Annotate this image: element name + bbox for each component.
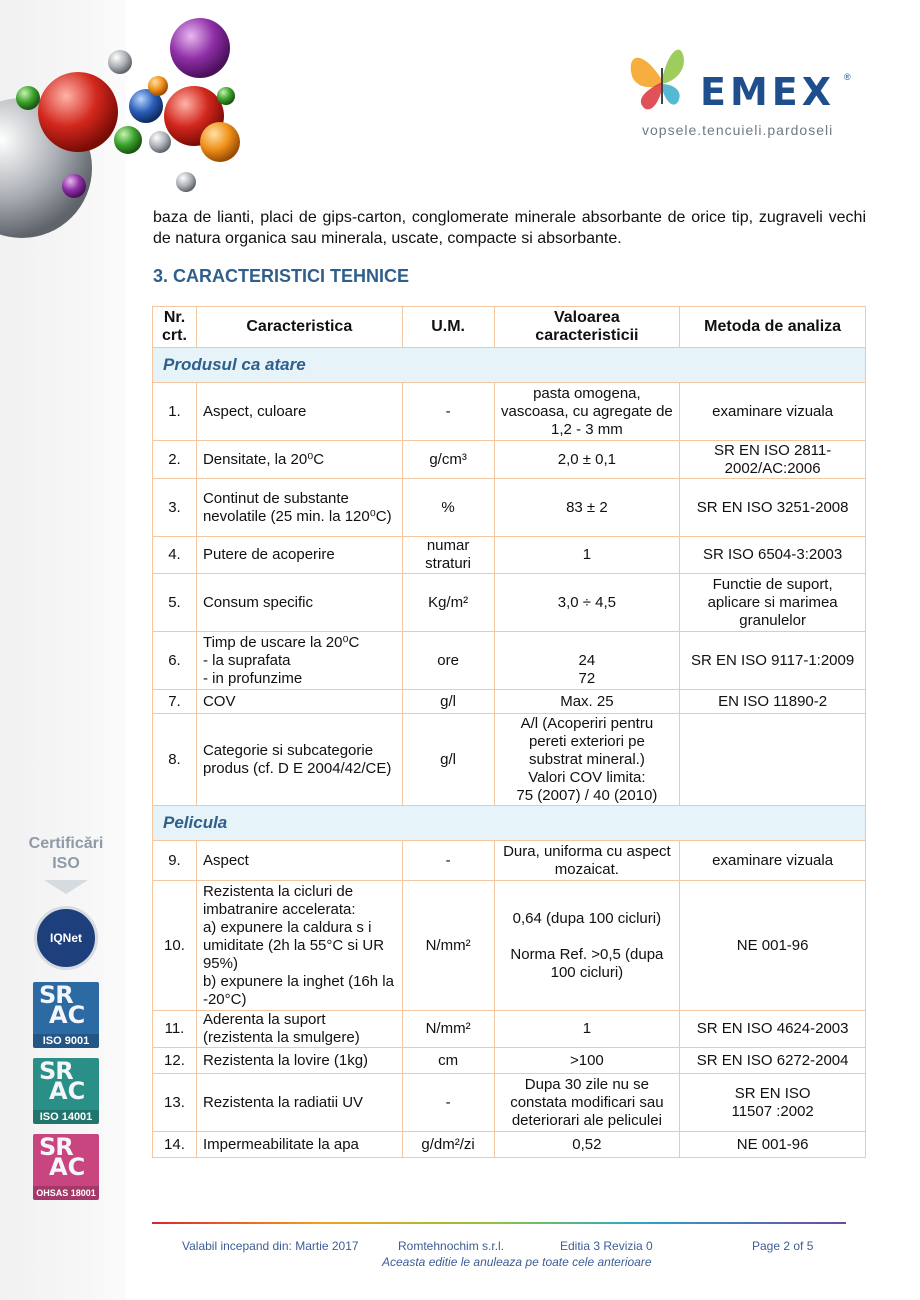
footer-valid-from: Valabil incepand din: Martie 2017 bbox=[182, 1239, 359, 1253]
cell-nr: 13. bbox=[153, 1074, 197, 1132]
cell-um: N/mm² bbox=[402, 881, 494, 1011]
table-row bbox=[153, 574, 866, 632]
header-um: U.M. bbox=[402, 307, 494, 348]
cell-nr: 6. bbox=[153, 632, 197, 690]
group-row-pelicula bbox=[153, 806, 866, 841]
intro-paragraph: baza de lianti, placi de gips-carton, conglomerate minerale absorbante de orice tip, zugraveli vechi de natura organica sau minerala, uscate, compacte si absorbante. bbox=[153, 209, 866, 247]
cell-um: g/cm³ bbox=[402, 441, 494, 479]
sr-ohsas-badge: SR AC OHSAS 18001 bbox=[33, 1134, 99, 1200]
table-row bbox=[153, 714, 866, 806]
cell-um: cm bbox=[402, 1048, 494, 1074]
cell-valoarea: pasta omogena, vascoasa, cu agregate de 1,2 - 3 mm bbox=[494, 383, 680, 441]
cell-metoda: SR ISO 6504-3:2003 bbox=[680, 537, 866, 574]
cell-metoda: SR EN ISO 9117-1:2009 bbox=[680, 632, 866, 690]
table-row bbox=[153, 881, 866, 1011]
cell-valoarea: 1 bbox=[494, 1011, 680, 1048]
header-nr: Nr. crt. bbox=[153, 307, 197, 348]
brand-name: EMEX bbox=[700, 70, 836, 114]
cell-um: ore bbox=[402, 632, 494, 690]
cell-um: g/dm²/zi bbox=[402, 1132, 494, 1158]
cell-valoarea: 83 ± 2 bbox=[494, 479, 680, 537]
cell-nr: 2. bbox=[153, 441, 197, 479]
cell-nr: 9. bbox=[153, 841, 197, 881]
cell-metoda: SR EN ISO 4624-2003 bbox=[680, 1011, 866, 1048]
cell-valoarea: 24 72 bbox=[494, 632, 680, 690]
cell-caracteristica: Rezistenta la cicluri de imbatranire accelerata: a) expunere la caldura s i umiditate (2h la 55°C si UR 95%) b) expunere la inghet (16h la -20°C) bbox=[196, 881, 402, 1011]
badge-ohsas-18001: OHSAS 18001 bbox=[33, 1186, 99, 1200]
cell-valoarea: Dupa 30 zile nu se constata modificari sau deteriorari ale peliculei bbox=[494, 1074, 680, 1132]
cell-nr: 4. bbox=[153, 537, 197, 574]
footer-note: Aceasta editie le anuleaza pe toate cele anterioare bbox=[382, 1255, 652, 1269]
cell-metoda: SR EN ISO 11507 :2002 bbox=[680, 1074, 866, 1132]
badge-iso-14001: ISO 14001 bbox=[33, 1110, 99, 1124]
cert-arrow-icon bbox=[44, 880, 88, 894]
table-row bbox=[153, 383, 866, 441]
cell-valoarea: Dura, uniforma cu aspect mozaicat. bbox=[494, 841, 680, 881]
cell-valoarea: A/l (Acoperiri pentru pereti exteriori pe substrat mineral.) Valori COV limita: 75 (2007) / 40 (2010) bbox=[494, 714, 680, 806]
cell-um: g/l bbox=[402, 714, 494, 806]
cell-metoda: SR EN ISO 3251-2008 bbox=[680, 479, 866, 537]
cell-um: g/l bbox=[402, 690, 494, 714]
table-header-row bbox=[153, 307, 866, 348]
cell-metoda: EN ISO 11890-2 bbox=[680, 690, 866, 714]
sr-iso-9001-badge: SR AC ISO 9001 bbox=[33, 982, 99, 1048]
cell-valoarea: 0,64 (dupa 100 cicluri) Norma Ref. >0,5 (dupa 100 cicluri) bbox=[494, 881, 680, 1011]
cert-title-line2: ISO bbox=[52, 855, 80, 872]
brand-tagline: vopsele.tencuieli.pardoseli bbox=[642, 122, 834, 138]
table-row bbox=[153, 537, 866, 574]
cell-caracteristica: Aderenta la suport (rezistenta la smulgere) bbox=[196, 1011, 402, 1048]
cell-nr: 10. bbox=[153, 881, 197, 1011]
iqnet-badge bbox=[34, 906, 98, 970]
cell-um: - bbox=[402, 1074, 494, 1132]
header-valoarea: Valoarea caracteristicii bbox=[494, 307, 680, 348]
cell-um: - bbox=[402, 383, 494, 441]
section-title: 3. CARACTERISTICI TEHNICE bbox=[153, 266, 410, 286]
cell-caracteristica: Densitate, la 20⁰C bbox=[196, 441, 402, 479]
registered-mark: ® bbox=[844, 72, 851, 82]
cell-metoda: examinare vizuala bbox=[680, 841, 866, 881]
table-row bbox=[153, 1074, 866, 1132]
table-row bbox=[153, 632, 866, 690]
cell-caracteristica: Categorie si subcategorie produs (cf. D E 2004/42/CE) bbox=[196, 714, 402, 806]
group-row-produsul bbox=[153, 348, 866, 383]
table-row bbox=[153, 1132, 866, 1158]
cell-metoda: NE 001-96 bbox=[680, 881, 866, 1011]
footer-edition: Editia 3 Revizia 0 bbox=[560, 1239, 653, 1253]
cert-title-line1: Certificări bbox=[28, 835, 104, 852]
cell-caracteristica: COV bbox=[196, 690, 402, 714]
table-row bbox=[153, 1011, 866, 1048]
cert-title bbox=[24, 834, 108, 874]
cell-metoda bbox=[680, 714, 866, 806]
decorative-spheres-image bbox=[0, 0, 260, 240]
cell-caracteristica: Impermeabilitate la apa bbox=[196, 1132, 402, 1158]
header-caracteristica: Caracteristica bbox=[196, 307, 402, 348]
cell-nr: 5. bbox=[153, 574, 197, 632]
iqnet-label: IQNet bbox=[49, 931, 82, 945]
group-label: Pelicula bbox=[153, 806, 866, 841]
iso-certifications bbox=[24, 834, 108, 1210]
cell-caracteristica: Rezistenta la lovire (1kg) bbox=[196, 1048, 402, 1074]
footer-page-number: Page 2 of 5 bbox=[752, 1239, 814, 1253]
cell-metoda: SR EN ISO 2811-2002/AC:2006 bbox=[680, 441, 866, 479]
cell-caracteristica: Aspect, culoare bbox=[196, 383, 402, 441]
cell-caracteristica: Consum specific bbox=[196, 574, 402, 632]
cell-nr: 14. bbox=[153, 1132, 197, 1158]
cell-valoarea: 2,0 ± 0,1 bbox=[494, 441, 680, 479]
table-row bbox=[153, 690, 866, 714]
cell-caracteristica: Continut de substante nevolatile (25 min. la 120⁰C) bbox=[196, 479, 402, 537]
cell-nr: 11. bbox=[153, 1011, 197, 1048]
cell-um: numar straturi bbox=[402, 537, 494, 574]
cell-metoda: Functie de suport, aplicare si marimea granulelor bbox=[680, 574, 866, 632]
group-label: Produsul ca atare bbox=[153, 348, 866, 383]
butterfly-icon bbox=[622, 38, 702, 118]
badge-iso-9001: ISO 9001 bbox=[33, 1034, 99, 1048]
cell-nr: 12. bbox=[153, 1048, 197, 1074]
cell-nr: 8. bbox=[153, 714, 197, 806]
cell-valoarea: 0,52 bbox=[494, 1132, 680, 1158]
cell-nr: 3. bbox=[153, 479, 197, 537]
cell-um: N/mm² bbox=[402, 1011, 494, 1048]
cell-valoarea: 1 bbox=[494, 537, 680, 574]
table-row bbox=[153, 479, 866, 537]
emex-logo bbox=[622, 38, 862, 143]
table-row bbox=[153, 441, 866, 479]
cell-valoarea: >100 bbox=[494, 1048, 680, 1074]
cell-metoda: NE 001-96 bbox=[680, 1132, 866, 1158]
cell-metoda: SR EN ISO 6272-2004 bbox=[680, 1048, 866, 1074]
cell-valoarea: Max. 25 bbox=[494, 690, 680, 714]
cell-um: Kg/m² bbox=[402, 574, 494, 632]
cell-caracteristica: Putere de acoperire bbox=[196, 537, 402, 574]
cell-caracteristica: Rezistenta la radiatii UV bbox=[196, 1074, 402, 1132]
cell-um: - bbox=[402, 841, 494, 881]
cell-metoda: examinare vizuala bbox=[680, 383, 866, 441]
footer-divider bbox=[152, 1222, 846, 1224]
table-row bbox=[153, 1048, 866, 1074]
cell-caracteristica: Aspect bbox=[196, 841, 402, 881]
footer-company: Romtehnochim s.r.l. bbox=[398, 1239, 505, 1253]
cell-nr: 7. bbox=[153, 690, 197, 714]
sr-iso-14001-badge: SR AC ISO 14001 bbox=[33, 1058, 99, 1124]
cell-nr: 1. bbox=[153, 383, 197, 441]
technical-specs-table bbox=[152, 306, 866, 1158]
table-row bbox=[153, 841, 866, 881]
cell-caracteristica: Timp de uscare la 20⁰C - la suprafata - in profunzime bbox=[196, 632, 402, 690]
cell-um: % bbox=[402, 479, 494, 537]
header-metoda: Metoda de analiza bbox=[680, 307, 866, 348]
cell-valoarea: 3,0 ÷ 4,5 bbox=[494, 574, 680, 632]
